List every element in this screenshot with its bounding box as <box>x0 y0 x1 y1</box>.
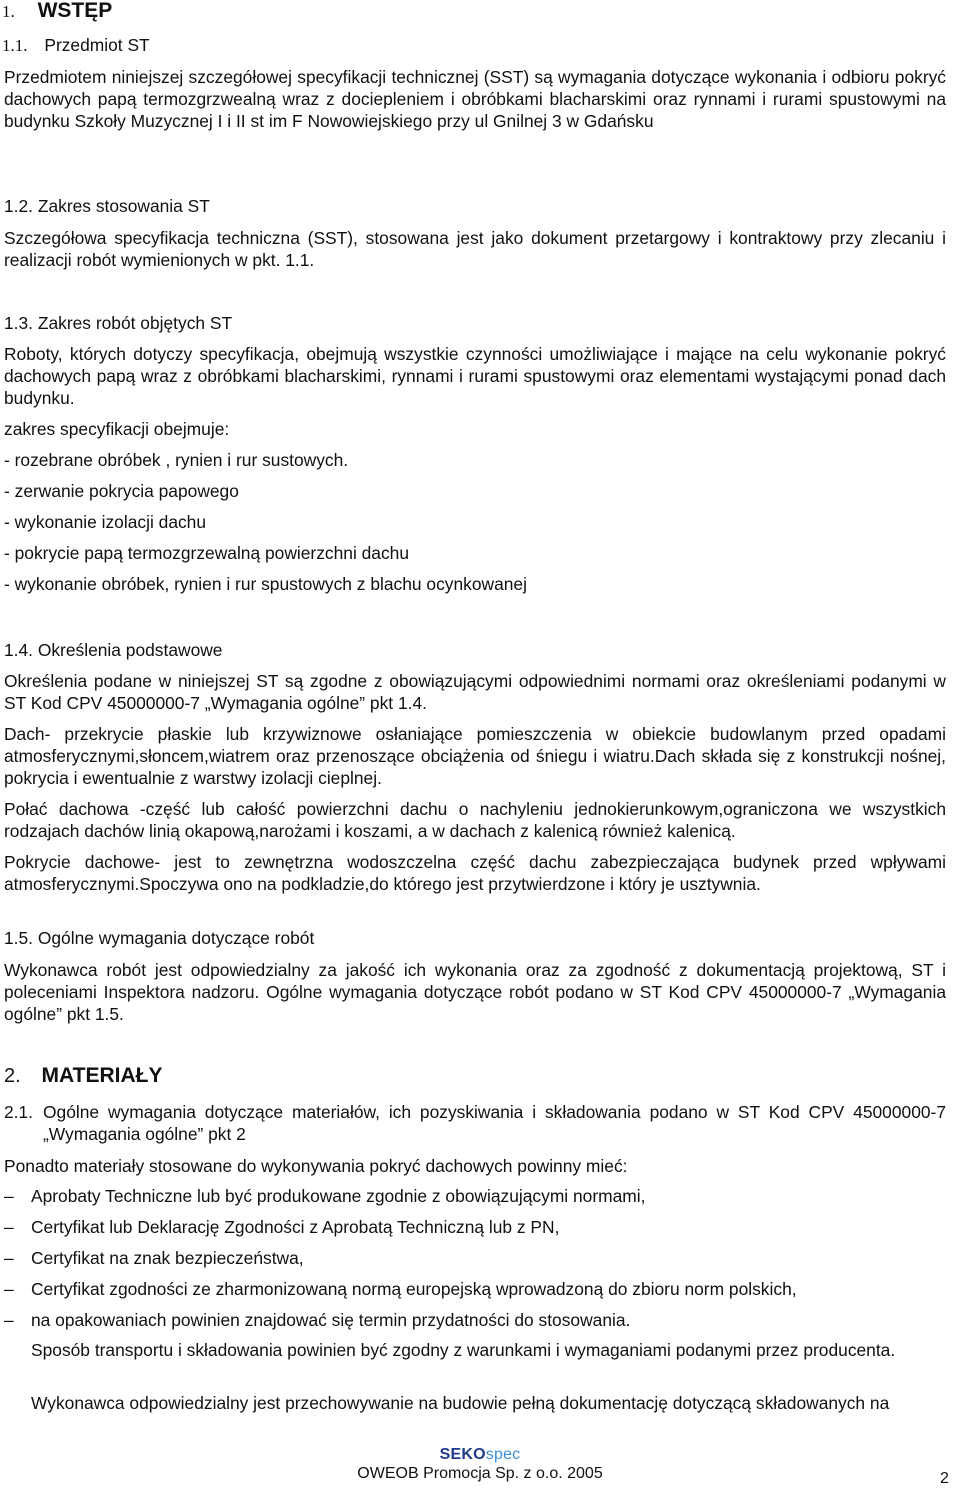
heading-number-2-1: 2.1. <box>4 1102 34 1122</box>
heading-number: 1.1. <box>2 36 28 55</box>
footer-company: OWEOB Promocja Sp. z o.o. 2005 <box>357 1465 603 1482</box>
list-item: Aprobaty Techniczne lub być produkowane zgodnie z obowiązującymi normami, <box>31 1186 646 1206</box>
bullet-dash: – <box>4 1217 14 1237</box>
heading-number: 1. <box>2 2 15 21</box>
heading-section-1 <box>2 0 112 23</box>
paragraph-general-requirements: Wykonawca robót jest odpowiedzialny za jakość ich wykonania oraz za zgodność z dokumentacją projektową, ST i poleceniami Inspektora nadzoru. Ogólne wymagania dotyczące robót podano w ST Kod CPV 45000000-7 „Wymagania ogólne” pkt 1.5. <box>4 960 946 1024</box>
heading-1-4: 1.4. Określenia podstawowe <box>4 640 223 660</box>
paragraph-definition-roof: Dach- przekrycie płaskie lub krzywiznowe osłaniające pomieszczenia w obiekcie budowlanym przed opadami atmosferycznymi,słoncem,wiatrem oraz przenoszące obciążenia od śniegu i wiatru.Dach składa się z konstrukcji nośnej, pokrycia i ewentualnie z warstwy izolacji cieplnej. <box>4 724 946 788</box>
logo-text-spec: spec <box>485 1446 521 1463</box>
list-item: Certyfikat zgodności ze zharmonizowaną normą europejską wprowadzoną do zbioru norm polskich, <box>31 1279 797 1299</box>
logo-text-seko: SEKO <box>439 1446 486 1463</box>
heading-1-5: 1.5. Ogólne wymagania dotyczące robót <box>4 928 315 948</box>
bullet-dash: – <box>4 1310 14 1330</box>
list-item: - zerwanie pokrycia papowego <box>4 481 239 501</box>
list-item: - wykonanie izolacji dachu <box>4 512 207 532</box>
paragraph-definition-roof-covering: Pokrycie dachowe- jest to zewnętrzna wodoszczelna część dachu zabezpieczająca budynek przed wpływami atmosferycznymi.Spoczywa ono na podkladzie,do którego jest przytwierdzone i który je usztywnia. <box>4 852 946 894</box>
paragraph-definition-roof-slope: Połać dachowa -część lub całość powierzchni dachu o nachyleniu jednokierunkowym,ograniczona we wszystkich rodzajach dachów linią okapową,narożami i koszami, a w dachach z kalenicą również kalenicą. <box>4 799 946 841</box>
bullet-dash: – <box>4 1186 14 1206</box>
list-item: na opakowaniach powinien znajdować się termin przydatności do stosowania. <box>31 1310 631 1330</box>
list-item: Certyfikat na znak bezpieczeństwa, <box>31 1248 304 1268</box>
paragraph-contractor: Wykonawca odpowiedzialny jest przechowywanie na budowie pełną dokumentację dotyczącą składowanych na <box>31 1393 890 1413</box>
bullet-dash: – <box>4 1279 14 1299</box>
paragraph-materials-general: Ogólne wymagania dotyczące materiałów, ich pozyskiwania i składowania podano w ST Kod CPV 45000000-7 „Wymagania ogólne” pkt 2 <box>43 1102 946 1144</box>
heading-section-2 <box>4 1065 162 1087</box>
heading-number: 2. <box>4 1065 21 1087</box>
scope-intro: zakres specyfikacji obejmuje: <box>4 419 230 439</box>
list-item: Certyfikat lub Deklarację Zgodności z Aprobatą Techniczną lub z PN, <box>31 1217 560 1237</box>
heading-1-1 <box>2 34 150 57</box>
list-item: - pokrycie papą termozgrzewalną powierzchni dachu <box>4 543 410 563</box>
heading-title: WSTĘP <box>37 0 113 22</box>
heading-1-2: 1.2. Zakres stosowania ST <box>4 196 210 216</box>
paragraph-transport: Sposób transportu i składowania powinien być zgodny z warunkami i wymaganiami podanymi przez producenta. <box>31 1340 896 1360</box>
paragraph-materials-intro: Ponadto materiały stosowane do wykonywania pokryć dachowych powinny mieć: <box>4 1156 628 1176</box>
page-number: 2 <box>940 1470 949 1487</box>
bullet-dash: – <box>4 1248 14 1268</box>
paragraph-definitions: Określenia podane w niniejszej ST są zgodne z obowiązującymi odpowiednimi normami oraz określeniami podanymi w ST Kod CPV 45000000-7 „Wymagania ogólne” pkt 1.4. <box>4 671 946 713</box>
paragraph-works-scope: Roboty, których dotyczy specyfikacja, obejmują wszystkie czynności umożliwiające i mające na celu wykonanie pokryć dachowych papą wraz z obróbkami blacharskimi, rynnami i rurami spustowymi oraz elementami wystającymi ponad dach budynku. <box>4 344 946 408</box>
paragraph-subject: Przedmiotem niniejszej szczegółowej specyfikacji technicznej (SST) są wymagania dotyczące wykonania i odbioru pokryć dachowych papą termozgrzwealną wraz z dociepleniem i obróbkami blacharskimi oraz rynnami i rurami spustowymi na budynku Szkoły Muzycznej I i II st im F Nowowiejskiego przy ul Gnilnej 3 w Gdańsku <box>4 67 946 131</box>
list-item: - wykonanie obróbek, rynien i rur spustowych z blachu ocynkowanej <box>4 574 527 594</box>
heading-1-3: 1.3. Zakres robót objętych ST <box>4 313 233 333</box>
paragraph-scope-of-use: Szczegółowa specyfikacja techniczna (SST), stosowana jest jako dokument przetargowy i kontraktowy przy zlecaniu i realizacji robót wymienionych w pkt. 1.1. <box>4 228 946 270</box>
heading-title: Przedmiot ST <box>44 35 150 55</box>
list-item: - rozebrane obróbek , rynien i rur sustowych. <box>4 450 349 470</box>
heading-title: MATERIAŁY <box>41 1064 163 1087</box>
